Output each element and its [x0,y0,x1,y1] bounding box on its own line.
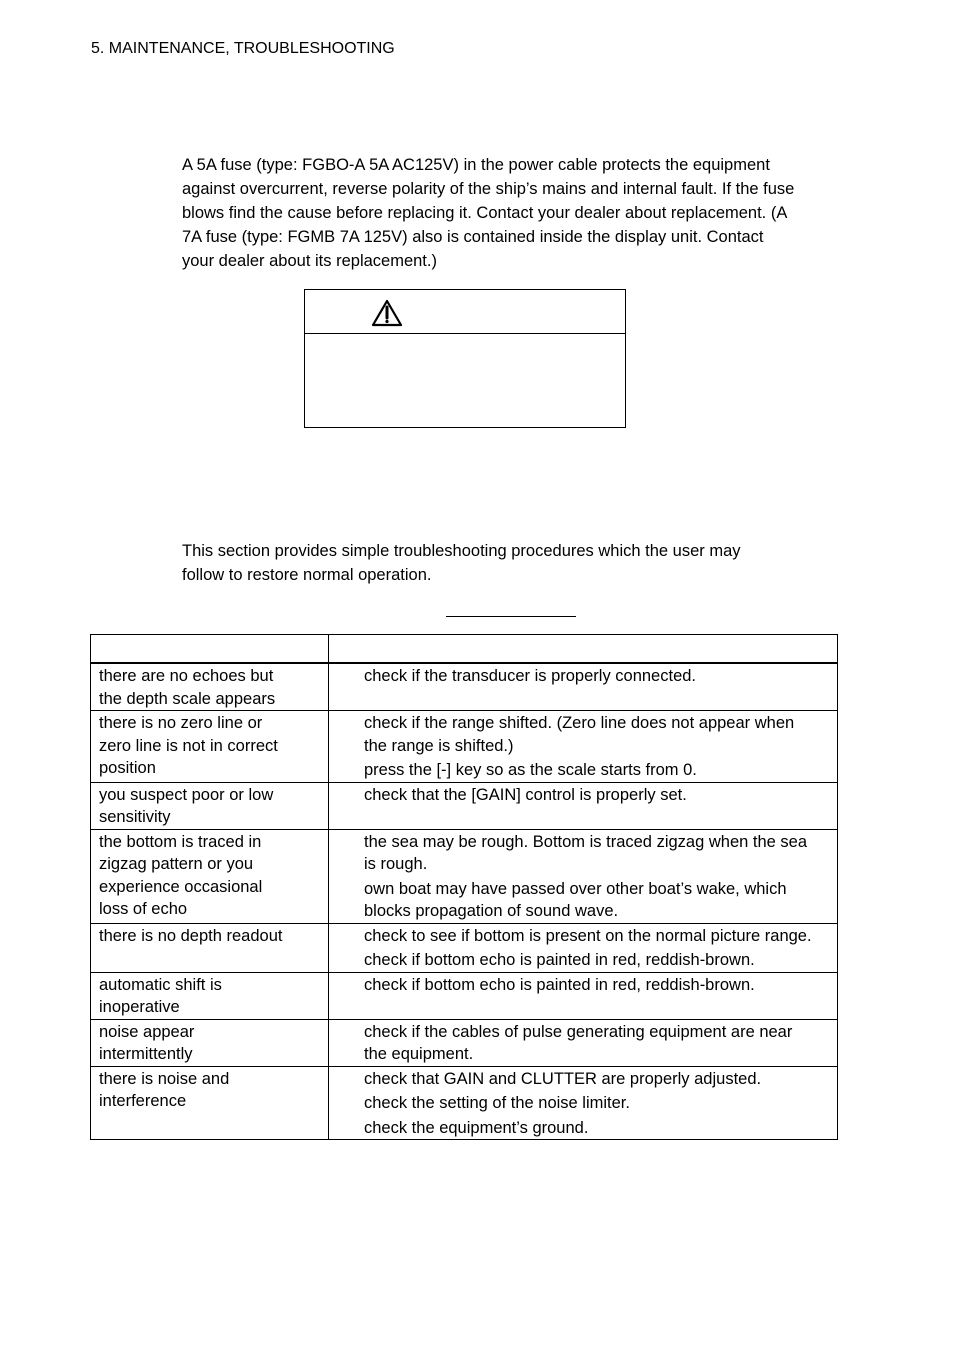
intro-paragraph [182,539,741,587]
remedy-line: check if bottom echo is painted in red, reddish-brown. [364,951,755,969]
symptom-line: there are no echoes but [99,667,274,685]
warning-icon [371,299,403,327]
remedy-item [364,784,829,807]
symptom-line: intermittently [99,1045,193,1063]
remedy-item [364,974,829,997]
table-row [91,711,838,783]
caution-box-header [305,290,625,334]
paragraph-line: 7A fuse (type: FGMB 7A 125V) also is contained inside the display unit. Contact [182,228,764,246]
remedy-item [364,1117,829,1140]
paragraph-line: This section provides simple troubleshooting procedures which the user may [182,542,741,560]
symptom-cell [91,663,329,711]
symptom-line: there is no depth readout [99,926,283,945]
remedy-cell [329,782,838,829]
remedy-line: the sea may be rough. Bottom is traced zigzag when the sea [364,832,808,851]
symptom-line: zero line is not in correct [99,736,278,755]
remedy-cell [329,923,838,972]
remedy-line: the equipment. [364,1045,474,1063]
remedy-line: check if bottom echo is painted in red, reddish-brown. [364,975,755,994]
paragraph-line: against overcurrent, reverse polarity of the ship’s mains and internal fault. If the fuse [182,180,795,198]
remedy-cell [329,972,838,1019]
remedy-line: check to see if bottom is present on the normal picture range. [364,926,812,945]
symptom-line: loss of echo [99,900,188,918]
symptom-cell [91,1066,329,1140]
remedy-line: check if the cables of pulse generating equipment are near [364,1022,793,1041]
symptom-line: the depth scale appears [99,689,276,708]
table-header-row [91,635,838,664]
fuse-paragraph [182,153,794,273]
paragraph-line: follow to restore normal operation. [182,566,432,584]
symptom-line: noise appear [99,1022,195,1041]
remedy-item [364,759,829,782]
paragraph-line: A 5A fuse (type: FGBO-A 5A AC125V) in the power cable protects the equipment [182,156,770,174]
title-underline [446,616,576,617]
symptom-line: you suspect poor or low [99,785,274,804]
symptom-cell [91,711,329,783]
remedy-line: press the [-] key so as the scale starts from 0. [364,761,697,779]
symptom-line: position [99,759,156,777]
remedy-cell [329,1019,838,1066]
symptom-line: experience occasional [99,877,263,896]
symptom-cell [91,923,329,972]
symptom-line: sensitivity [99,808,171,826]
symptom-cell [91,1019,329,1066]
remedy-item [364,949,829,972]
remedy-line: check that the [GAIN] control is properly set. [364,785,687,804]
remedy-line: own boat may have passed over other boat’s wake, which [364,879,787,898]
caution-box [304,289,626,428]
remedy-cell [329,829,838,923]
remedy-item [364,1068,829,1091]
symptom-cell [91,782,329,829]
remedy-item [364,878,829,923]
table-row [91,1019,838,1066]
table-row [91,972,838,1019]
paragraph-line: blows find the cause before replacing it. Contact your dealer about replacement. (A [182,204,788,222]
remedy-line: check the setting of the noise limiter. [364,1094,630,1112]
remedy-line: is rough. [364,855,428,873]
remedy-line: blocks propagation of sound wave. [364,902,619,920]
remedy-item [364,665,829,688]
remedy-item [364,1021,829,1066]
remedy-line: check the equipment’s ground. [364,1118,589,1137]
table-row [91,663,838,711]
symptom-line: the bottom is traced in [99,832,262,851]
table-row [91,1066,838,1140]
remedy-item [364,712,829,757]
page-header: 5. MAINTENANCE, TROUBLESHOOTING [91,40,395,57]
paragraph-line: your dealer about its replacement.) [182,252,437,270]
remedy-line: check if the transducer is properly connected. [364,667,697,685]
table-row [91,782,838,829]
symptom-cell [91,829,329,923]
table-row [91,923,838,972]
remedy-line: the range is shifted.) [364,736,514,755]
remedy-item [364,831,829,876]
header-cell-remedy [329,635,838,664]
remedy-line: check if the range shifted. (Zero line does not appear when [364,714,795,732]
symptom-cell [91,972,329,1019]
remedy-cell [329,1066,838,1140]
troubleshooting-table [90,634,838,1140]
table-row [91,829,838,923]
symptom-line: interference [99,1092,187,1110]
header-cell-symptom [91,635,329,664]
remedy-item [364,1092,829,1115]
symptom-line: automatic shift is [99,975,222,994]
remedy-item [364,925,829,948]
symptom-line: there is noise and [99,1069,230,1088]
symptom-line: there is no zero line or [99,714,263,732]
symptom-line: zigzag pattern or you [99,855,254,873]
symptom-line: inoperative [99,998,180,1016]
remedy-line: check that GAIN and CLUTTER are properly adjusted. [364,1069,762,1088]
remedy-cell [329,663,838,711]
remedy-cell [329,711,838,783]
